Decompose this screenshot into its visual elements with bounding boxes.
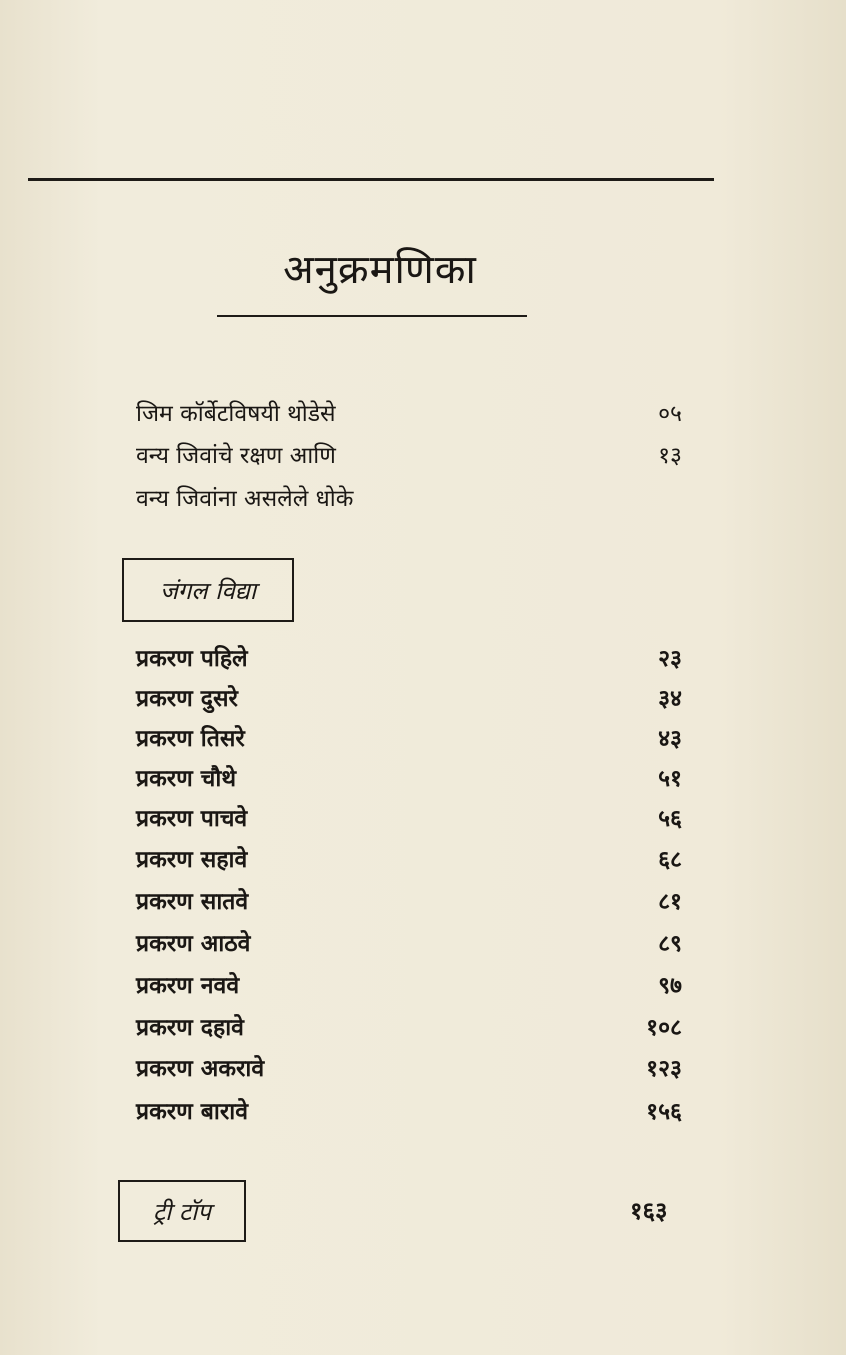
toc-entry-label: वन्य जिवांना असलेले धोके [136,486,354,512]
toc-chapter-page: १५६ [646,1099,682,1125]
title-underline [217,315,527,317]
toc-chapter [136,880,682,920]
section-page: १६३ [630,1197,668,1225]
toc-chapter [136,717,682,757]
toc-chapter-page: ६८ [658,847,682,873]
toc-chapter-label: प्रकरण दहावे [136,1015,244,1041]
toc-chapter [136,757,682,797]
toc-chapter-label: प्रकरण दुसरे [136,686,238,712]
toc-chapter [136,922,682,962]
header-rule [28,178,714,181]
toc-chapter-label: प्रकरण अकरावे [136,1056,265,1082]
toc-entry [136,392,682,432]
toc-chapter-label: प्रकरण तिसरे [136,726,245,752]
toc-chapter-page: ३४ [658,686,682,712]
toc-chapter [136,677,682,717]
section-heading-box [118,1180,246,1242]
toc-chapter-page: ५१ [658,766,682,792]
toc-chapter-label: प्रकरण सहावे [136,847,248,873]
toc-chapter-page: ९७ [658,973,682,999]
toc-chapter-page: ८९ [658,931,682,957]
toc-entry [136,434,682,474]
toc-chapter-page: ४३ [658,726,682,752]
toc-chapter [136,797,682,837]
toc-entry-page: ०५ [658,401,682,427]
toc-chapter [136,838,682,878]
toc-chapter-page: २३ [658,646,682,672]
toc-entry-page: १३ [658,443,682,469]
toc-chapter-page: १०८ [646,1015,682,1041]
toc-chapter-label: प्रकरण पहिले [136,646,248,672]
toc-chapter [136,964,682,1004]
toc-chapter-label: प्रकरण सातवे [136,889,249,915]
toc-chapter-page: ५६ [658,806,682,832]
toc-chapter [136,1006,682,1046]
toc-entry-label: वन्य जिवांचे रक्षण आणि [136,443,336,469]
toc-entry-label: जिम कॉर्बेटविषयी थोडेसे [136,401,336,427]
section-heading-box [122,558,294,622]
toc-chapter [136,1047,682,1087]
toc-chapter-label: प्रकरण बारावे [136,1099,249,1125]
toc-chapter-label: प्रकरण चौथे [136,766,237,792]
toc-chapter-label: प्रकरण पाचवे [136,806,248,832]
toc-entry [136,477,682,517]
toc-chapter-page: ८१ [658,889,682,915]
page-title: अनुक्रमणिका [283,247,477,293]
toc-chapter [136,637,682,677]
toc-chapter [136,1090,682,1130]
toc-chapter-page: १२३ [646,1056,682,1082]
section-heading: जंगल विद्या [159,576,257,605]
section-heading: ट्री टॉप [153,1197,211,1226]
toc-chapter-label: प्रकरण नववे [136,973,240,999]
toc-chapter-label: प्रकरण आठवे [136,931,251,957]
